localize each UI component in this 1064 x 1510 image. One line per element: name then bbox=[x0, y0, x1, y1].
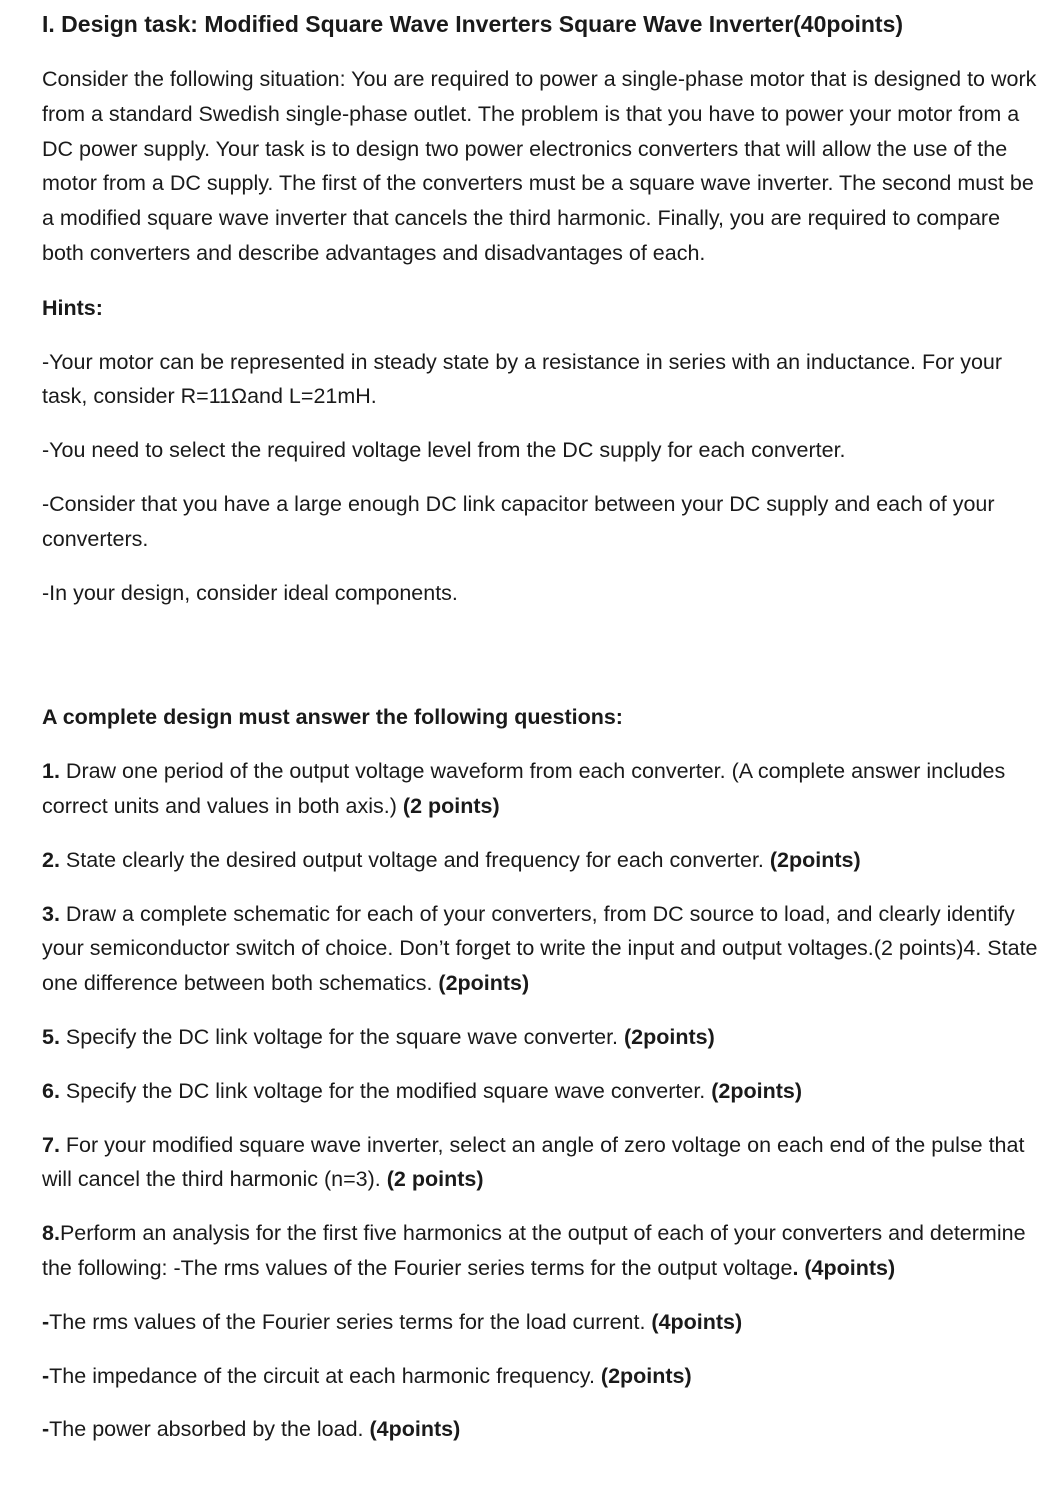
question-text: The power absorbed by the load. bbox=[49, 1417, 370, 1442]
question-text: Draw one period of the output voltage waveform from each converter. (A complete answer includes correct units and values in both axis.) bbox=[42, 759, 1006, 818]
question-3 bbox=[42, 897, 1042, 1001]
question-text: Draw a complete schematic for each of your converters, from DC source to load, and clearly identify your semiconductor switch of choice. Don’t forget to write the input and output voltages.(2 points)4. State one difference between both schematics. bbox=[42, 901, 1038, 996]
question-2 bbox=[42, 843, 1042, 878]
question-points: . (4points) bbox=[792, 1255, 896, 1280]
question-text: Specify the DC link voltage for the square wave converter. bbox=[59, 1024, 624, 1049]
question-text: For your modified square wave inverter, select an angle of zero voltage on each end of the pulse that will cancel the third harmonic (n=3). bbox=[42, 1132, 1025, 1192]
question-points: (2points) bbox=[438, 971, 530, 996]
question-text: State clearly the desired output voltage and frequency for each converter. bbox=[59, 847, 770, 872]
intro-paragraph: Consider the following situation: You are required to power a single-phase motor that is designed to work from a standard Swedish single-phase outlet. The problem is that you have to power your motor from a DC power supply. Your task is to design two power electronics converters that will allow the use of the motor from a DC supply. The first of the converters must be a square wave inverter. The second must be a modified square wave inverter that cancels the third harmonic. Finally, you are required to compare both converters and describe advantages and disadvantages of each. bbox=[42, 67, 1037, 265]
hints-heading: Hints: bbox=[42, 295, 103, 320]
question-points: (2points) bbox=[624, 1024, 715, 1049]
question-7 bbox=[42, 1128, 1042, 1198]
question-8-subitem bbox=[42, 1305, 1042, 1340]
question-5 bbox=[42, 1020, 1042, 1055]
question-text: The rms values of the Fourier series terms for the load current. bbox=[49, 1309, 652, 1334]
question-number: 1. bbox=[42, 759, 60, 784]
question-8-subitem bbox=[42, 1412, 1042, 1447]
hint-item: -Your motor can be represented in steady state by a resistance in series with an inductance. For your task, consider R=11Ωand L=21mH. bbox=[42, 349, 1003, 409]
question-points: (2 points) bbox=[402, 793, 500, 818]
question-points: (2 points) bbox=[386, 1167, 484, 1192]
question-number: 7. bbox=[42, 1132, 60, 1157]
hint-item: -In your design, consider ideal components. bbox=[42, 580, 458, 605]
question-text: The impedance of the circuit at each harmonic frequency. bbox=[49, 1363, 601, 1388]
question-text: Perform an analysis for the first five harmonics at the output of each of your converters and determine the following: -The rms values of the Fourier series terms for the output voltage bbox=[42, 1221, 1026, 1280]
question-8-subitem bbox=[42, 1359, 1042, 1394]
question-number: 8. bbox=[42, 1221, 60, 1246]
question-1 bbox=[42, 754, 1042, 824]
question-points: (2points) bbox=[600, 1363, 692, 1388]
question-number: 2. bbox=[42, 847, 60, 872]
question-number: 6. bbox=[42, 1078, 60, 1103]
question-points: (4points) bbox=[651, 1309, 743, 1334]
question-number: 5. bbox=[42, 1024, 60, 1049]
question-points: (2points) bbox=[711, 1078, 803, 1103]
question-8 bbox=[42, 1216, 1042, 1286]
question-points: (2points) bbox=[769, 847, 861, 872]
hint-item: -You need to select the required voltage level from the DC supply for each converter. bbox=[42, 438, 846, 463]
questions-heading: A complete design must answer the following questions: bbox=[42, 705, 623, 730]
subitem-dash: - bbox=[42, 1363, 50, 1388]
question-6 bbox=[42, 1074, 1042, 1109]
question-number: 3. bbox=[42, 901, 60, 926]
hint-item: -Consider that you have a large enough DC link capacitor between your DC supply and each of your converters. bbox=[42, 491, 995, 551]
question-points: (4points) bbox=[369, 1417, 461, 1442]
subitem-dash: - bbox=[42, 1417, 50, 1442]
question-text: Specify the DC link voltage for the modified square wave converter. bbox=[59, 1078, 712, 1103]
page-title: I. Design task: Modified Square Wave Inverters Square Wave Inverter(40points) bbox=[42, 11, 904, 37]
subitem-dash: - bbox=[42, 1309, 50, 1334]
